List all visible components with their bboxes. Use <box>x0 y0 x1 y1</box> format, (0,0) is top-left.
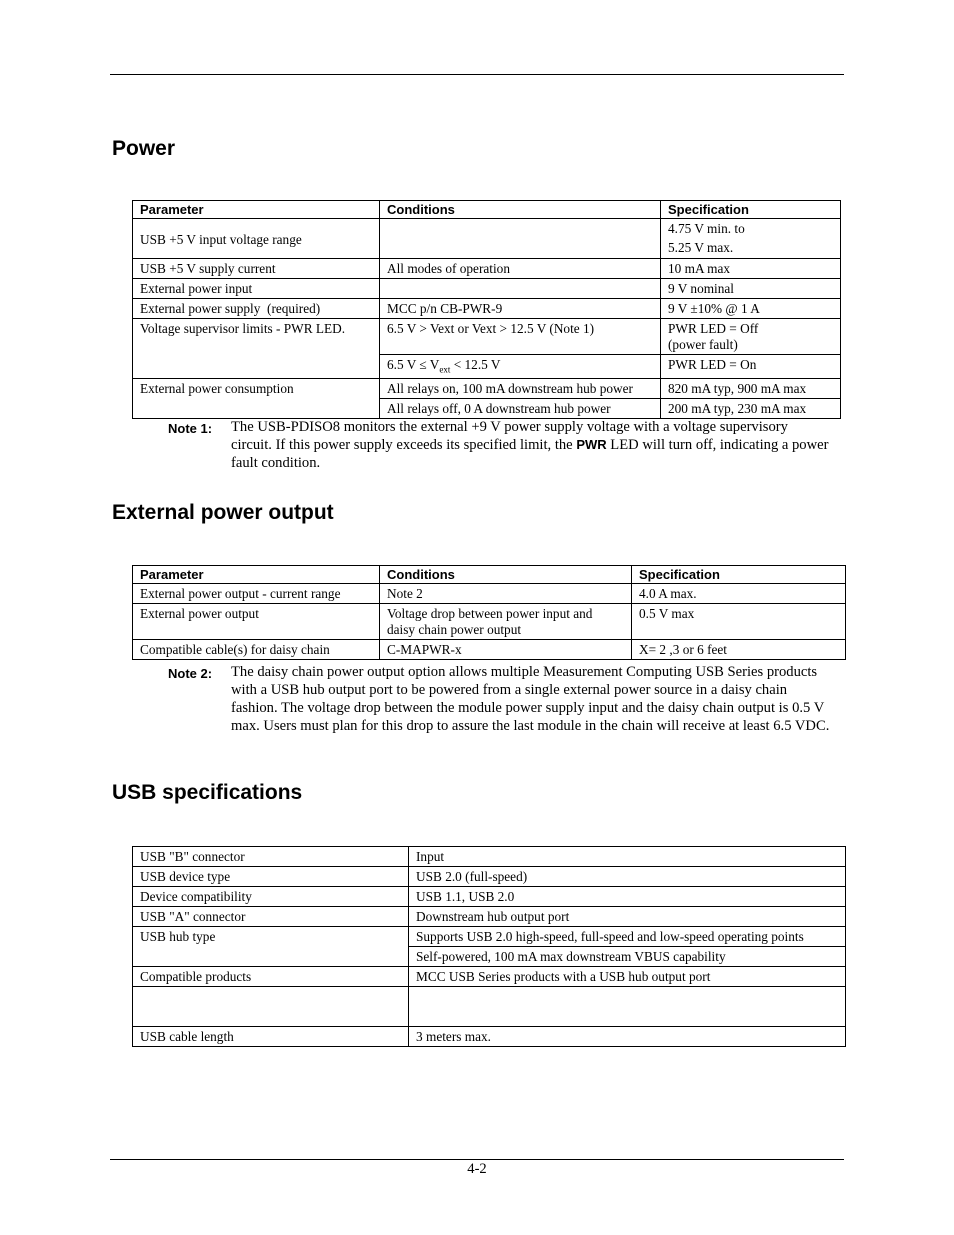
table-row <box>133 640 846 660</box>
cond-cell: All relays off, 0 A downstream hub power <box>380 398 661 418</box>
param-cell: External power output <box>133 604 380 640</box>
param-cell <box>133 987 409 1027</box>
spec-cell: (power fault) <box>668 337 738 352</box>
spec-cell: 820 mA typ, 900 mA max <box>661 378 841 398</box>
spec-cell: MCC USB Series products with a USB hub output port <box>409 967 846 987</box>
table-row <box>133 299 841 319</box>
table-row <box>133 1027 846 1047</box>
param-cell: Voltage supervisor limits - PWR LED. <box>133 319 380 379</box>
header-specification: Specification <box>632 566 846 584</box>
cond-cell: All relays on, 100 mA downstream hub power <box>380 378 661 398</box>
cond-cell: All modes of operation <box>380 259 661 279</box>
external-power-table <box>132 565 846 660</box>
cond-cell: Note 2 <box>380 584 632 604</box>
pwr-label: PWR <box>576 437 607 452</box>
spec-cell: Self-powered, 100 mA max downstream VBUS capability <box>409 947 846 967</box>
spec-cell: 10 mA max <box>661 259 841 279</box>
header-specification: Specification <box>661 201 841 219</box>
param-cell: USB +5 V supply current <box>133 259 380 279</box>
header-parameter: Parameter <box>133 566 380 584</box>
param-cell: Compatible cable(s) for daisy chain <box>133 640 380 660</box>
table-row <box>133 279 841 299</box>
external-power-output-heading: External power output <box>112 501 334 524</box>
spec-cell: 200 mA typ, 230 mA max <box>661 398 841 418</box>
power-table <box>132 200 841 419</box>
note-label: Note 2: <box>168 666 213 681</box>
spec-cell: 0.5 V max <box>632 604 846 640</box>
cond-cell: Voltage drop between power input and <box>387 606 593 621</box>
note-2: Note 2: The daisy chain power output option allows multiple Measurement Computing USB Series products with a USB hub output port to be powered from a single external power source in a daisy chain fashion. The voltage drop between the module power supply input and the daisy chain output is 0.5 V max. Users must plan for this drop to assure the last module in the chain will receive at least 6.5 VDC. <box>168 664 830 734</box>
param-cell: External power supply (required) <box>133 299 380 319</box>
table-row <box>133 584 846 604</box>
param-cell: USB "B" connector <box>133 847 409 867</box>
param-cell: Device compatibility <box>133 887 409 907</box>
param-cell: USB hub type <box>133 927 409 967</box>
param-cell: External power input <box>133 279 380 299</box>
table-header-row <box>133 201 841 219</box>
cond-cell: C-MAPWR-x <box>380 640 632 660</box>
spec-cell: 4.75 V min. to <box>668 221 745 236</box>
cond-cell: MCC p/n CB-PWR-9 <box>380 299 661 319</box>
param-cell: External power consumption <box>133 378 380 418</box>
usb-specifications-heading: USB specifications <box>112 781 303 804</box>
spec-cell: Supports USB 2.0 high-speed, full-speed and low-speed operating points <box>409 927 846 947</box>
param-cell: External power output - current range <box>133 584 380 604</box>
spec-cell: 9 V ±10% @ 1 A <box>661 299 841 319</box>
table-row <box>133 867 846 887</box>
param-cell: USB +5 V input voltage range <box>140 231 302 247</box>
param-cell: Compatible products <box>133 967 409 987</box>
header-parameter: Parameter <box>133 201 380 219</box>
top-rule <box>110 74 844 75</box>
spec-cell: 4.0 A max. <box>632 584 846 604</box>
table-row <box>133 887 846 907</box>
spec-cell: Input <box>409 847 846 867</box>
note-1: Note 1: The USB-PDISO8 monitors the external +9 V power supply voltage with a voltage supervisory circuit. If this power supply exceeds its specified limit, the PWR LED will turn off, indicating a power fault condition. <box>168 419 829 471</box>
spec-cell: USB 2.0 (full-speed) <box>409 867 846 887</box>
spec-cell: PWR LED = Off <box>668 321 759 336</box>
spec-cell: 9 V nominal <box>661 279 841 299</box>
table-row <box>133 604 846 640</box>
cond-cell: daisy chain power output <box>387 622 522 637</box>
cond-cell <box>380 219 661 259</box>
table-row <box>133 259 841 279</box>
spec-cell: 3 meters max. <box>409 1027 846 1047</box>
param-cell: USB device type <box>133 867 409 887</box>
table-row <box>133 378 841 398</box>
power-heading: Power <box>112 137 176 160</box>
table-row <box>133 219 841 259</box>
usb-table <box>132 846 846 1047</box>
spec-cell: USB 1.1, USB 2.0 <box>409 887 846 907</box>
table-row-empty <box>133 987 846 1027</box>
table-header-row <box>133 566 846 584</box>
table-row <box>133 319 841 355</box>
table-row <box>133 907 846 927</box>
table-row <box>133 927 846 947</box>
param-cell: USB "A" connector <box>133 907 409 927</box>
spec-cell: X= 2 ,3 or 6 feet <box>632 640 846 660</box>
header-conditions: Conditions <box>380 201 661 219</box>
page-number: 4-2 <box>467 1161 487 1177</box>
param-cell: USB cable length <box>133 1027 409 1047</box>
spec-cell: 5.25 V max. <box>668 240 734 255</box>
cond-cell: 6.5 $V \le V_{ext} < 12.5$ V <box>380 355 661 379</box>
table-row <box>133 967 846 987</box>
spec-cell: PWR LED = On <box>661 355 841 379</box>
note-label: Note 1: <box>168 421 213 436</box>
cond-cell: 6.5 V > Vext or Vext > 12.5 V (Note 1) <box>380 319 661 355</box>
table-row <box>133 847 846 867</box>
cond-cell <box>380 279 661 299</box>
header-conditions: Conditions <box>380 566 632 584</box>
spec-cell <box>409 987 846 1027</box>
spec-cell: Downstream hub output port <box>409 907 846 927</box>
